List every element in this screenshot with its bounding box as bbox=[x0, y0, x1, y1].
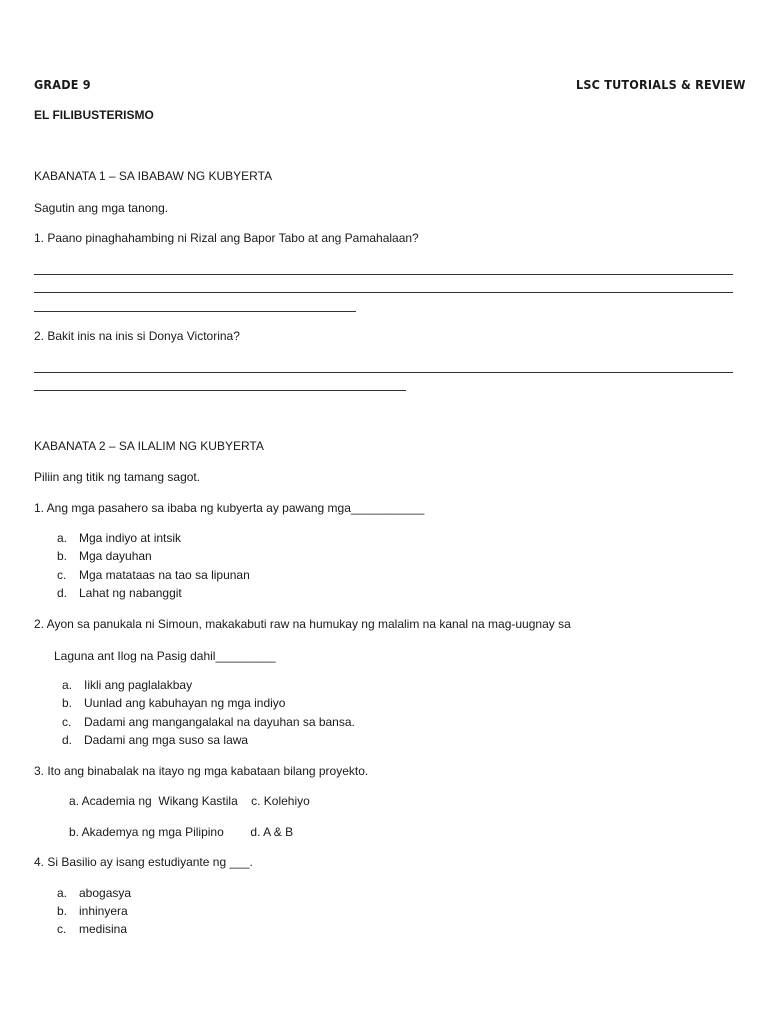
option-text: inhinyera bbox=[79, 904, 128, 918]
chapter2-question-1: 1. Ang mga pasahero sa ibaba ng kubyerta ay pawang mga___________ bbox=[34, 501, 425, 515]
option-text: Lahat ng nabanggit bbox=[79, 586, 182, 600]
option-item bbox=[57, 586, 182, 600]
option-item bbox=[62, 715, 355, 729]
option-text: Mga indiyo at intsik bbox=[79, 531, 182, 545]
question-3-options-row: b. Akademya ng mga Pilipino d. A & B bbox=[69, 825, 294, 839]
option-letter: a. bbox=[57, 886, 68, 900]
chapter1-instruction: Sagutin ang mga tanong. bbox=[34, 201, 169, 215]
option-text: medisina bbox=[79, 922, 128, 936]
option-item bbox=[57, 922, 127, 936]
option-letter: c. bbox=[62, 715, 72, 729]
option-letter: b. bbox=[57, 904, 68, 918]
org-label: LSC TUTORIALS & REVIEW bbox=[576, 77, 746, 92]
option-letter: b. bbox=[62, 696, 73, 710]
option-text: Mga matataas na tao sa lipunan bbox=[79, 568, 250, 582]
answer-line bbox=[34, 390, 406, 391]
option-text: Dadami ang mangangalakal na dayuhan sa bansa. bbox=[84, 715, 355, 729]
chapter2-title: KABANATA 2 – SA ILALIM NG KUBYERTA bbox=[34, 439, 264, 453]
chapter2-question-2-continued: Laguna ant Ilog na Pasig dahil_________ bbox=[54, 649, 276, 663]
chapter1-question-2: 2. Bakit inis na inis si Donya Victorina? bbox=[34, 329, 240, 343]
option-item bbox=[57, 568, 250, 582]
option-item bbox=[57, 886, 131, 900]
subject-title: EL FILIBUSTERISMO bbox=[34, 108, 154, 122]
option-text: abogasya bbox=[79, 886, 132, 900]
option-letter: c. bbox=[57, 568, 67, 582]
option-letter: c. bbox=[57, 922, 67, 936]
option-letter: a. bbox=[62, 678, 73, 692]
answer-line bbox=[34, 292, 733, 293]
answer-line bbox=[34, 274, 733, 275]
option-item bbox=[57, 549, 152, 563]
option-item bbox=[57, 531, 181, 545]
option-letter: b. bbox=[57, 549, 68, 563]
answer-line bbox=[34, 311, 356, 312]
option-letter: d. bbox=[57, 586, 68, 600]
chapter1-title: KABANATA 1 – SA IBABAW NG KUBYERTA bbox=[34, 169, 273, 183]
chapter1-question-1: 1. Paano pinaghahambing ni Rizal ang Bapor Tabo at ang Pamahalaan? bbox=[34, 231, 419, 245]
option-item bbox=[62, 678, 192, 692]
chapter2-question-3: 3. Ito ang binabalak na itayo ng mga kabataan bilang proyekto. bbox=[34, 764, 369, 778]
chapter2-question-4: 4. Si Basilio ay isang estudiyante ng ___. bbox=[34, 855, 253, 869]
chapter2-instruction: Piliin ang titik ng tamang sagot. bbox=[34, 470, 201, 484]
option-letter: a. bbox=[57, 531, 68, 545]
option-item bbox=[62, 733, 248, 747]
answer-line bbox=[34, 372, 733, 373]
option-item bbox=[57, 904, 128, 918]
grade-label: GRADE 9 bbox=[34, 77, 91, 92]
chapter2-question-2: 2. Ayon sa panukala ni Simoun, makakabuti raw na humukay ng malalim na kanal na mag-uugnay sa bbox=[34, 617, 571, 631]
option-text: Mga dayuhan bbox=[79, 549, 152, 563]
option-text: Iikli ang paglalakbay bbox=[84, 678, 193, 692]
question-3-options-row: a. Academia ng Wikang Kastila c. Kolehiyo bbox=[69, 794, 310, 808]
option-item bbox=[62, 696, 285, 710]
option-text: Dadami ang mga suso sa lawa bbox=[84, 733, 249, 747]
option-text: Uunlad ang kabuhayan ng mga indiyo bbox=[84, 696, 286, 710]
option-letter: d. bbox=[62, 733, 73, 747]
